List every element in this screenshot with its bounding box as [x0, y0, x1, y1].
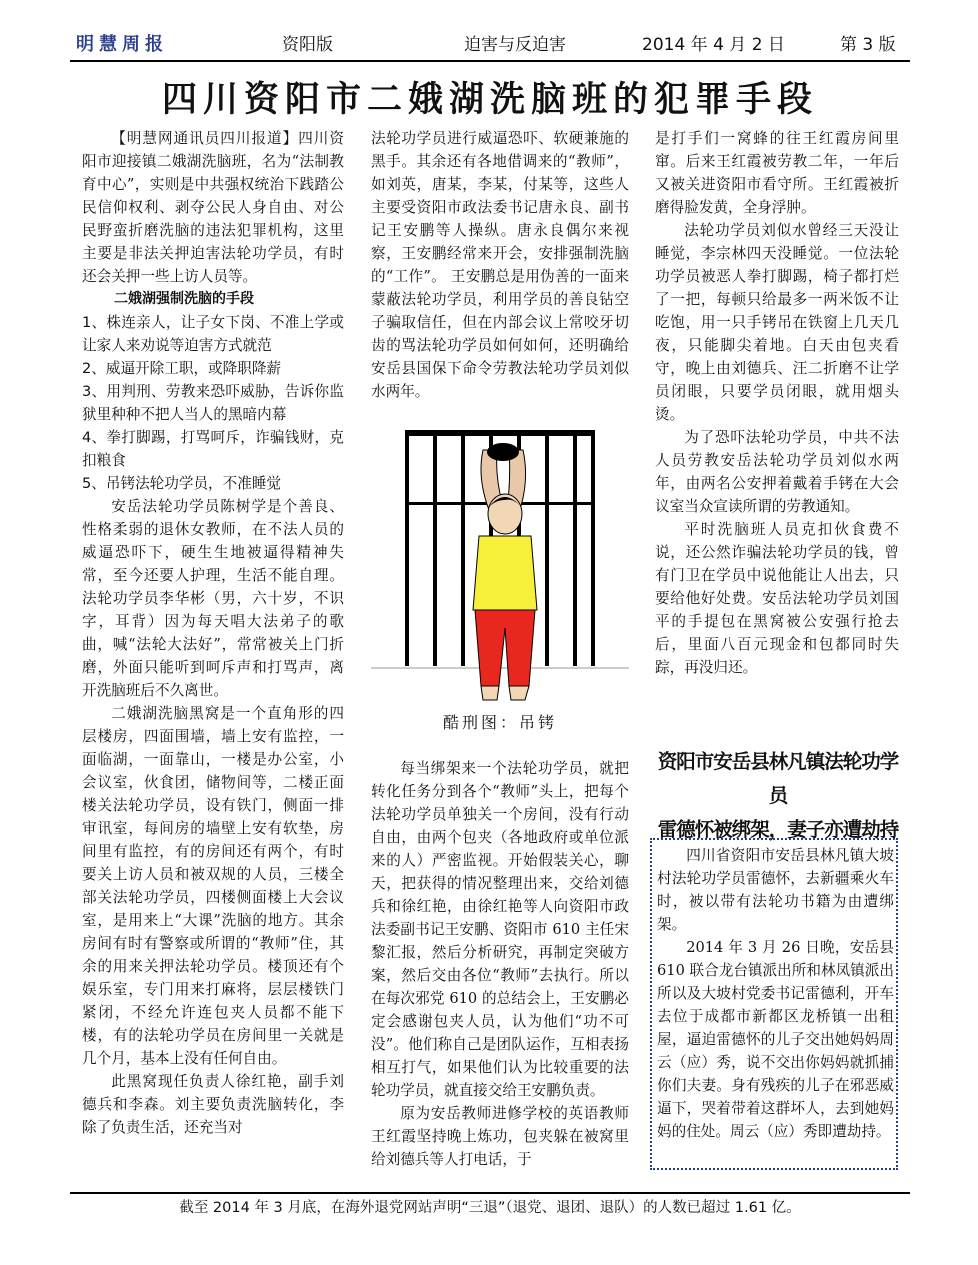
- body-paragraph: 平时洗脑班人员克扣伙食费不说，还公然诈骗法轮功学员的钱，曾有门卫在学员中说他能让人出去，只要给他好处费。安岳法轮功学员刘国平的手提包在黑窝被公安强行抢去后，里面八百元现金和包都同时失踪，再没归还。: [655, 521, 899, 676]
- body-paragraph: 2014 年 3 月 26 日晚，安岳县 610 联合龙台镇派出所和林凤镇派出所以及大坡村党委书记雷德利，开车去位于成都市新都区龙桥镇一出租屋，逼迫雷德怀的儿子交出她妈妈周云（应）秀，说不交出你妈妈就抓捕你们夫妻。身有残疾的儿子在邪恶威逼下，哭着带着这群坏人，去到她妈妈的住处。周云（应）秀即遭劫持。: [657, 939, 894, 1140]
- page-header: [70, 30, 910, 56]
- header-rule: [70, 60, 910, 62]
- second-article-title: [650, 745, 906, 847]
- second-article-box: [650, 838, 898, 1170]
- method-item-5: 5、吊铐法轮功学员，不准睡觉: [82, 475, 282, 492]
- article-column-2-continued: [371, 757, 629, 1171]
- method-item-3: 3、用判刑、劳教来恐吓威胁，告诉你监狱里种种不把人当人的黑暗内幕: [82, 383, 344, 423]
- illustration-caption: 酷刑图：吊铐: [442, 713, 557, 732]
- footer-notice: 截至 2014 年 3 月底，在海外退党网站声明“三退”（退党、退团、退队）的人数已超过 1.61 亿。: [179, 1200, 801, 1216]
- intro-paragraph: 【明慧网通讯员四川报道】四川资阳市迎接镇二娥湖洗脑班，名为“法制教育中心”，实则是中共强权统治下践踏公民信仰权利、剥夺公民人身自由、对公民野蛮折磨洗脑的违法犯罪机构，这里主要是非法关押迫害法轮功学员，有时还会关押一些上访人员等。: [82, 130, 344, 285]
- methods-subheading: 二娥湖强制洗脑的手段: [114, 291, 254, 307]
- body-paragraph: 安岳法轮功学员陈树学是个善良、性格柔弱的退休女教师，在不法人员的威逼恐吓下，硬生生地被逼得精神失常，至今还要人护理，生活不能自理。法轮功学员李华彬（男，六十岁，不识字，耳背）因为每天唱大法弟子的歌曲，喊“法轮大法好”，常常被关上门折磨，外面只能听到呵斥声和打骂声，离开洗脑班后不久离世。: [82, 498, 344, 699]
- second-article-title-line-1: 资阳市安岳县林凡镇法轮功学员: [657, 750, 899, 807]
- body-paragraph: 二娥湖洗脑黑窝是一个直角形的四层楼房，四面围墙，墙上安有监控，一面临湖，一面靠山，一楼是办公室，小会议室，伙食团，储物间等，二楼正面楼关法轮功学员，设有铁门，侧面一排审讯室，每间房的墙壁上安有软垫，房间里有监控，有的房间还有两个，有时要关上访人员和被双规的人员，三楼全部关法轮功学员，四楼侧面楼上大会议室，是用来上“大课”洗脑的地方。其余房间有时有警察或所谓的“教师”住，其余的用来关押法轮功学员。楼顶还有个娱乐室，专门用来打麻将，层层楼铁门紧闭，不经允许连包夹人员都不能下楼，有的法轮功学员在房间里一关就是几个月，基本上没有任何自由。: [82, 705, 344, 1067]
- body-paragraph: 四川省资阳市安岳县林凡镇大坡村法轮功学员雷德怀，去新疆乘火车时，被以带有法轮功书籍为由遭绑架。: [657, 847, 894, 933]
- second-article-title-line-2: 雷德怀被绑架，妻子亦遭劫持: [657, 818, 899, 841]
- method-item-1: 1、株连亲人，让子女下岗、不准上学或让家人来劝说等迫害方式就范: [82, 314, 344, 354]
- body-paragraph: 每当绑架来一个法轮功学员，就把转化任务分到各个“教师”头上，把每个法轮功学员单独关一个房间，没有行动自由，由两个包夹（各地政府或单位派来的人）严密监视。开始假装关心，聊天，把获得的情况整理出来，交给刘德兵和徐红艳，由徐红艳等人向资阳市政法委副书记王安鹏、资阳市 610 主任宋黎汇报，然后分析研究，再制定突破方案，然后交由各位“教师”去执行。所以在每次邪党 610 的总结会上，王安鹏必定会感谢包夹人员，认为他们“功不可没”。他们称自己是团队运作，互相表扬相互打气，如果他们认为比较重要的法轮功学员，就直接交给王安鹏负责。: [371, 760, 629, 1099]
- page-title: 四川资阳市二娥湖洗脑班的犯罪手段: [161, 80, 818, 120]
- method-item-2: 2、威逼开除工职，或降职降薪: [82, 360, 282, 377]
- hanging-handcuffs-drawing: [371, 428, 629, 708]
- body-paragraph: 法轮功学员刘似水曾经三天没让睡觉，李宗林四天没睡觉。一位法轮功学员被恶人拳打脚踢，椅子都打烂了一把，每顿只给最多一两米饭不让吃饱，用一只手铐吊在铁窗上几天几夜，只能脚尖着地。白天由包夹看守，晚上由刘德兵、汪二折磨不让学员闭眼，只要学员闭眼，就用烟头烫。: [655, 222, 899, 423]
- footer-rule: [70, 1192, 910, 1194]
- issue-date: 2014 年 4 月 2 日: [642, 35, 785, 55]
- body-paragraph: 是打手们一窝蜂的往王红霞房间里窜。后来王红霞被劳教二年，一年后又被关进资阳市看守所。王红霞被折磨得脸发黄，全身浮肿。: [655, 130, 899, 216]
- section-label: 迫害与反迫害: [464, 35, 566, 55]
- article-column-1: [82, 127, 344, 1139]
- article-column-3: [655, 127, 899, 679]
- page-number: 第 3 版: [840, 35, 896, 55]
- newspaper-logo: 明慧周报: [76, 34, 168, 55]
- edition-label: 资阳版: [282, 35, 333, 55]
- article-column-2: [371, 127, 629, 403]
- body-paragraph: 法轮功学员进行威逼恐吓、软硬兼施的黑手。其余还有各地借调来的“教师”，如刘英，唐某，李某，付某等，这些人主要受资阳市政法委书记唐永良、副书记王安鹏等人操纵。唐永良偶尔来视察，王安鹏经常来开会，安排强制洗脑的“工作”。 王安鹏总是用伪善的一面来蒙蔽法轮功学员，利用学员的善良钻空子骗取信任，但在内部会议上常咬牙切齿的骂法轮功学员如何如何，还明确给安岳县国保下命令劳教法轮功学员刘似水两年。: [371, 130, 629, 400]
- body-paragraph: 原为安岳教师进修学校的英语教师王红霞坚持晚上炼功，包夹躲在被窝里给刘德兵等人打电话，于: [371, 1105, 629, 1168]
- body-paragraph: 此黑窝现任负责人徐红艳，副手刘德兵和李森。刘主要负责洗脑转化，李除了负责生活，还充当对: [82, 1073, 344, 1136]
- torture-illustration: [371, 428, 629, 708]
- method-item-4: 4、拳打脚踢，打骂呵斥，诈骗钱财，克扣粮食: [82, 429, 344, 469]
- body-paragraph: 为了恐吓法轮功学员，中共不法人员劳教安岳法轮功学员刘似水两年，由两名公安押着戴着手铐在大会议室当众宣读所谓的劳教通知。: [655, 429, 899, 515]
